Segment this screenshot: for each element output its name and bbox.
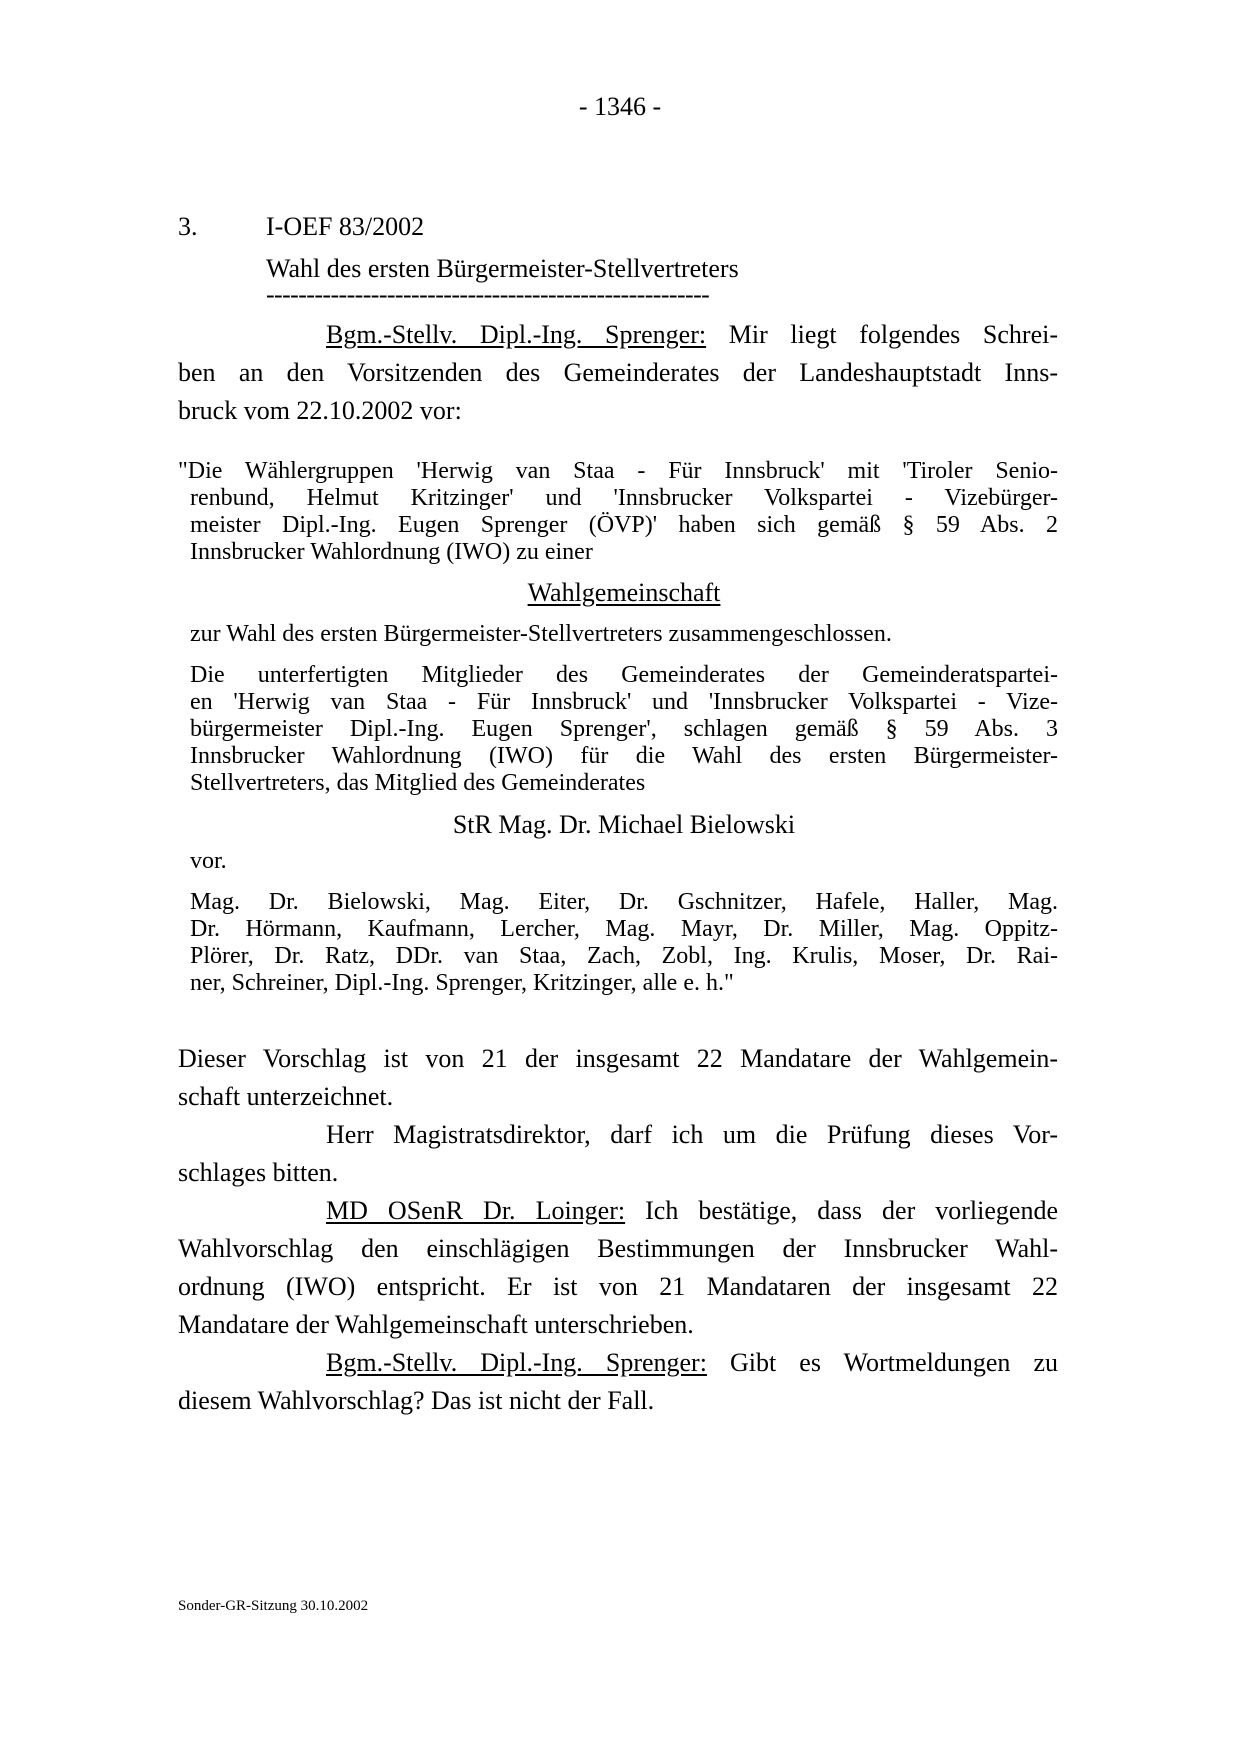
speaker-sprenger: Bgm.-Stellv. Dipl.-Ing. Sprenger: [326, 320, 707, 349]
quote-p3-line3: bürgermeister Dipl.-Ing. Eugen Sprenger', schlagen gemäß § 59 Abs. 3 [190, 716, 1058, 742]
speech1-line3: bruck vom 22.10.2002 vor: [178, 396, 462, 425]
title-rule: ------------------------------------------------------- [266, 280, 710, 309]
para-a-line2: schaft unterzeichnet. [178, 1082, 394, 1111]
item-reference: I-OEF 83/2002 [266, 212, 425, 241]
signatories-line3: Plörer, Dr. Ratz, DDr. van Staa, Zach, Zobl, Ing. Krulis, Moser, Dr. Rai- [190, 943, 1058, 969]
speaker-sprenger-2: Bgm.-Stellv. Dipl.-Ing. Sprenger: [326, 1348, 707, 1377]
quote-wahlgemeinschaft: Wahlgemeinschaft [527, 578, 721, 607]
speech1-text-line1: Mir liegt folgendes Schrei- [728, 320, 1059, 349]
speech2-line4: Mandatare der Wahlgemeinschaft unterschrieben. [178, 1310, 694, 1339]
footer-session: Sonder-GR-Sitzung 30.10.2002 [178, 1598, 369, 1614]
quote-p1-line3: meister Dipl.-Ing. Eugen Sprenger (ÖVP)' haben sich gemäß § 59 Abs. 2 [190, 512, 1058, 538]
item-number: 3. [178, 212, 198, 241]
quote-vor: vor. [190, 848, 227, 874]
signatories-line2: Dr. Hörmann, Kaufmann, Lercher, Mag. Mayr, Dr. Miller, Mag. Oppitz- [190, 916, 1058, 942]
para-a-line1: Dieser Vorschlag ist von 21 der insgesamt 22 Mandatare der Wahlgemein- [178, 1044, 1058, 1073]
speech2-line2: Wahlvorschlag den einschlägigen Bestimmungen der Innsbrucker Wahl- [178, 1234, 1058, 1263]
quote-p1-line4: Innsbrucker Wahlordnung (IWO) zu einer [190, 539, 593, 565]
quote-candidate: StR Mag. Dr. Michael Bielowski [452, 810, 796, 839]
quote-p3-line1: Die unterfertigten Mitglieder des Gemeinderates der Gemeinderatspartei- [190, 662, 1058, 688]
speech2-text-line1: Ich bestätige, dass der vorliegende [645, 1196, 1059, 1225]
quote-p3-line2: en 'Herwig van Staa - Für Innsbruck' und 'Innsbrucker Volkspartei - Vize- [190, 689, 1058, 715]
signatories-line1: Mag. Dr. Bielowski, Mag. Eiter, Dr. Gschnitzer, Hafele, Haller, Mag. [190, 889, 1058, 915]
quote-p1-line2: renbund, Helmut Kritzinger' und 'Innsbrucker Volkspartei - Vizebürger- [190, 485, 1058, 511]
item-title: Wahl des ersten Bürgermeister-Stellvertreters [266, 254, 739, 283]
speech2-line3: ordnung (IWO) entspricht. Er ist von 21 Mandataren der insgesamt 22 [178, 1272, 1058, 1301]
quote-p3-line4: Innsbrucker Wahlordnung (IWO) für die Wahl des ersten Bürgermeister- [190, 743, 1058, 769]
page-number: - 1346 - [578, 92, 662, 121]
speech3-text-line1: Gibt es Wortmeldungen zu [730, 1348, 1059, 1377]
quote-p3-line5: Stellvertreters, das Mitglied des Gemeinderates [190, 770, 646, 796]
speech2-line1 [178, 1192, 1058, 1229]
quote-p2: zur Wahl des ersten Bürgermeister-Stellvertreters zusammengeschlossen. [190, 621, 892, 647]
speech1-line1 [178, 316, 1058, 353]
speech3-line2: diesem Wahlvorschlag? Das ist nicht der Fall. [178, 1386, 655, 1415]
signatories-line4: ner, Schreiner, Dipl.-Ing. Sprenger, Kritzinger, alle e. h." [190, 970, 734, 996]
speech1-line2: ben an den Vorsitzenden des Gemeinderates der Landeshauptstadt Inns- [178, 358, 1058, 387]
speech3-line1 [178, 1344, 1058, 1381]
speaker-loinger: MD OSenR Dr. Loinger: [326, 1196, 626, 1225]
para-b-line2: schlages bitten. [178, 1158, 339, 1187]
para-b-line1: Herr Magistratsdirektor, darf ich um die Prüfung dieses Vor- [326, 1120, 1058, 1149]
quote-p1-line1: "Die Wählergruppen 'Herwig van Staa - Für Innsbruck' mit 'Tiroler Senio- [178, 458, 1058, 484]
